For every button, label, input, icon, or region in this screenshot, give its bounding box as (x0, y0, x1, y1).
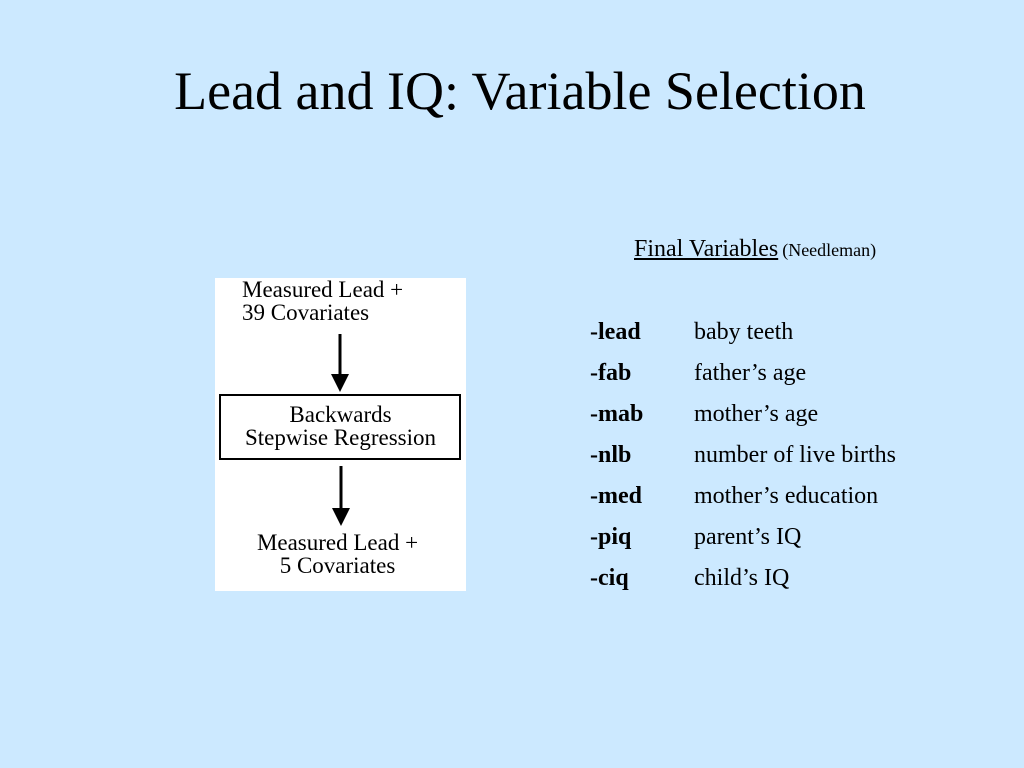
variable-description: mother’s education (694, 483, 879, 509)
variable-row (590, 563, 990, 593)
variable-description: number of live births (694, 442, 896, 468)
variables-source: (Needleman) (782, 240, 877, 260)
variable-row (590, 522, 990, 552)
end-node-line1: Measured Lead + (256, 530, 419, 555)
variables-header (634, 236, 876, 263)
variable-row (590, 481, 990, 511)
start-node-line2: 39 Covariates (242, 300, 370, 325)
flowchart (215, 278, 466, 591)
variable-name: -med (590, 483, 642, 509)
variable-row (590, 317, 990, 347)
variable-row (590, 440, 990, 470)
slide-title: Lead and IQ: Variable Selection (174, 61, 866, 121)
variable-name: -piq (590, 524, 632, 550)
variable-description: father’s age (694, 360, 807, 386)
arrow-2-head (332, 508, 350, 526)
variable-row (590, 358, 990, 388)
variable-name: -fab (590, 360, 632, 386)
variable-description: child’s IQ (694, 565, 790, 591)
variables-title: Final Variables (634, 236, 779, 262)
variable-name: -nlb (590, 442, 632, 468)
variable-name: -mab (590, 401, 644, 427)
variable-name: -lead (590, 319, 641, 345)
variable-description: baby teeth (694, 319, 794, 345)
process-node-line2: Stepwise Regression (244, 425, 436, 450)
variable-description: mother’s age (694, 401, 819, 427)
process-node-line1: Backwards (289, 402, 392, 427)
arrow-1-head (331, 374, 349, 392)
end-node-line2: 5 Covariates (279, 553, 396, 578)
variable-description: parent’s IQ (694, 524, 802, 550)
start-node-line1: Measured Lead + (242, 277, 404, 302)
variable-name: -ciq (590, 565, 629, 591)
variable-row (590, 399, 990, 429)
